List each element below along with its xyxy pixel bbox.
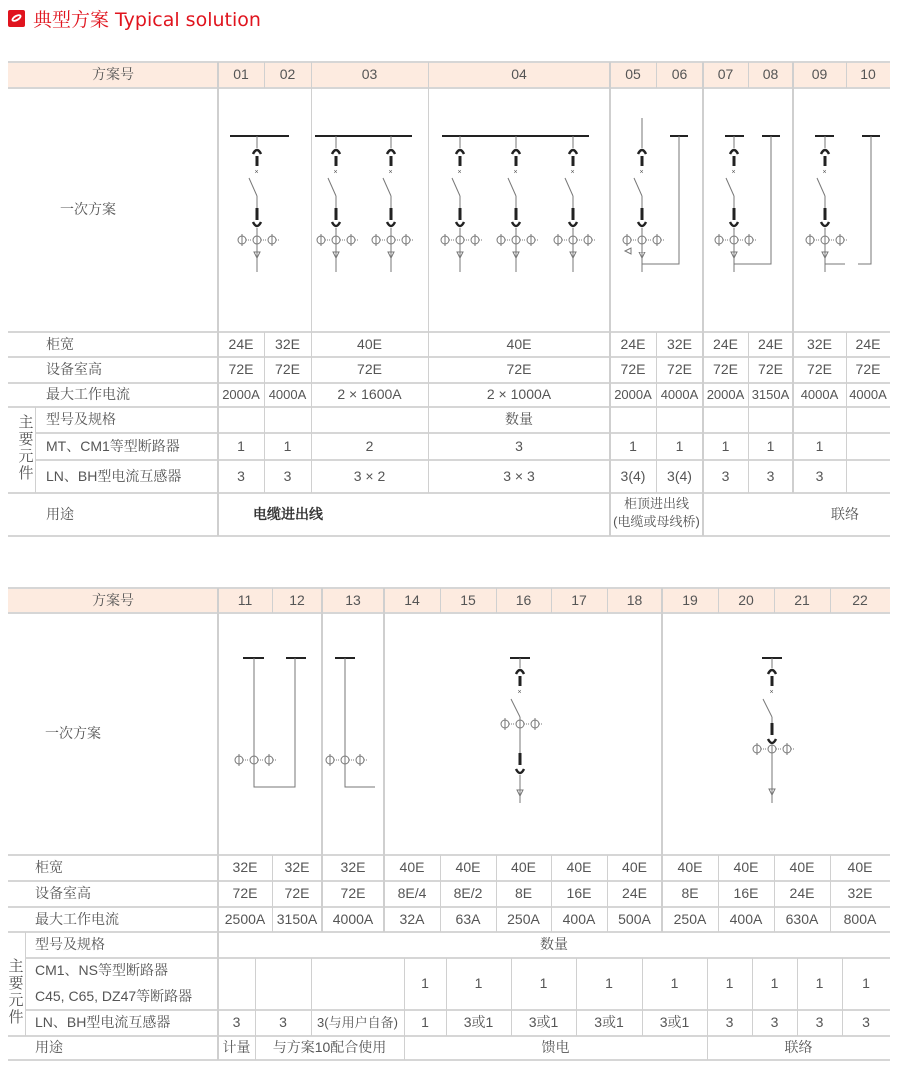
single-line-diagram-1 bbox=[0, 88, 900, 332]
cell: 24E bbox=[620, 335, 646, 352]
single-line-diagram-2 bbox=[0, 613, 900, 855]
cell: 72E bbox=[807, 361, 832, 378]
breaker-label-b: C45, C65, DZ47等断路器 bbox=[35, 988, 193, 1005]
scheme-header: 04 bbox=[511, 66, 527, 83]
main-components-label: 主要元件 bbox=[18, 414, 34, 482]
use-top-line2: (电缆或母线桥) bbox=[613, 513, 700, 529]
ct-label: LN、BH型电流互感器 bbox=[46, 467, 182, 484]
room-height-label: 设备室高 bbox=[46, 361, 102, 378]
scheme-header: 21 bbox=[794, 591, 810, 608]
max-current-label: 最大工作电流 bbox=[46, 386, 130, 403]
cell: 1 bbox=[421, 975, 429, 992]
cell: 1 bbox=[629, 437, 637, 454]
cell bbox=[846, 433, 890, 460]
cabinet-width-label: 柜宽 bbox=[46, 335, 74, 352]
cell: 4000A bbox=[660, 386, 699, 402]
cell: 3 bbox=[283, 467, 292, 484]
model-spec-label: 型号及规格 bbox=[35, 936, 105, 953]
cell: 2000A bbox=[614, 386, 652, 402]
cell: 24E bbox=[855, 335, 881, 352]
cell: 3 bbox=[515, 437, 523, 454]
scheme-header: 01 bbox=[233, 66, 249, 83]
cell: 16E bbox=[566, 885, 592, 902]
cell: 72E bbox=[506, 361, 532, 378]
cell: 40E bbox=[399, 859, 425, 876]
use-label: 用途 bbox=[46, 505, 74, 522]
use-tie: 联络 bbox=[784, 1039, 813, 1056]
cell: 72E bbox=[357, 361, 382, 378]
svg-text:×: × bbox=[517, 689, 522, 696]
scheme-header: 07 bbox=[717, 66, 734, 83]
cell: 72E bbox=[275, 361, 300, 378]
cell: 4000A bbox=[268, 386, 307, 402]
ct-label: LN、BH型电流互感器 bbox=[35, 1014, 171, 1031]
cell: 32E bbox=[847, 885, 873, 902]
use-label: 用途 bbox=[35, 1039, 63, 1056]
use-with-scheme10: 与方案10配合使用 bbox=[272, 1039, 387, 1056]
cell: 72E bbox=[232, 885, 258, 902]
cell: 1 bbox=[605, 975, 613, 992]
cell: 2000A bbox=[706, 386, 745, 402]
cell: 1 bbox=[237, 437, 245, 454]
primary-scheme-label: 一次方案 bbox=[45, 725, 101, 742]
use-tie: 联络 bbox=[831, 505, 859, 522]
cell: 1 bbox=[283, 437, 292, 454]
cell: 8E/2 bbox=[453, 885, 483, 902]
cell: 24E bbox=[758, 335, 783, 352]
cell: 32E bbox=[340, 859, 366, 876]
cell: 3 × 2 bbox=[353, 467, 386, 484]
cell: 1 bbox=[670, 975, 679, 992]
scheme-header: 08 bbox=[762, 66, 779, 83]
scheme-header: 11 bbox=[237, 591, 253, 608]
cell: 40E bbox=[677, 859, 703, 876]
cell: 1 bbox=[474, 975, 483, 992]
scheme-header: 14 bbox=[404, 591, 420, 608]
cell: 3 bbox=[815, 1014, 824, 1031]
svg-text:×: × bbox=[769, 689, 774, 696]
scheme-header: 18 bbox=[626, 591, 643, 608]
cell: 1 bbox=[675, 437, 684, 454]
cell: 40E bbox=[506, 335, 532, 352]
cell: 63A bbox=[455, 910, 481, 927]
scheme-header: 10 bbox=[860, 66, 876, 83]
scheme-header: 13 bbox=[345, 591, 361, 608]
cell: 1 bbox=[815, 975, 824, 992]
main-components-label: 主要元件 bbox=[8, 958, 24, 1026]
cell: 40E bbox=[455, 859, 481, 876]
cell: 32E bbox=[807, 335, 832, 352]
cell: 24E bbox=[713, 335, 738, 352]
cell: 32E bbox=[667, 335, 692, 352]
brand-logo-icon bbox=[8, 10, 25, 27]
cell: 3或1 bbox=[528, 1014, 559, 1031]
cell: 40E bbox=[566, 859, 592, 876]
cell: 500A bbox=[618, 910, 651, 927]
cell: 72E bbox=[713, 361, 738, 378]
cell: 40E bbox=[847, 859, 873, 876]
scheme-header: 09 bbox=[811, 66, 828, 83]
cell: 3 bbox=[725, 1014, 734, 1031]
cell: 3或1 bbox=[594, 1014, 624, 1031]
cell: 3 × 3 bbox=[503, 467, 535, 484]
cell bbox=[218, 958, 255, 1010]
cell: 3 bbox=[766, 467, 775, 484]
cell: 400A bbox=[562, 910, 596, 927]
cell: 1 bbox=[766, 437, 775, 454]
cell: 800A bbox=[843, 910, 877, 927]
cell: 72E bbox=[667, 361, 692, 378]
cell: 1 bbox=[721, 437, 730, 454]
cell: 40E bbox=[622, 859, 647, 876]
cell bbox=[311, 958, 404, 1010]
cell: 2500A bbox=[224, 910, 266, 927]
cell: 72E bbox=[284, 885, 310, 902]
scheme-header: 16 bbox=[515, 591, 532, 608]
scheme-no-label: 方案号 bbox=[92, 591, 134, 608]
cell: 3(与用户自备) bbox=[317, 1014, 398, 1030]
cell: 1 bbox=[421, 1014, 429, 1031]
use-top-line1: 柜顶进出线 bbox=[623, 495, 689, 511]
cell: 24E bbox=[622, 885, 647, 902]
cell: 3150A bbox=[276, 910, 318, 927]
cell: 72E bbox=[855, 361, 881, 378]
cell: 2 × 1600A bbox=[337, 386, 402, 403]
cell: 1 bbox=[539, 975, 548, 992]
cell: 3 bbox=[232, 1014, 241, 1031]
cell: 3 bbox=[237, 467, 245, 484]
cell: 4000A bbox=[849, 386, 887, 402]
cell: 72E bbox=[228, 361, 254, 378]
cell: 24E bbox=[789, 885, 815, 902]
cell: 40E bbox=[357, 335, 382, 352]
cell: 8E bbox=[514, 885, 533, 902]
cell: 8E/4 bbox=[397, 885, 427, 902]
quantity-label: 数量 bbox=[540, 936, 568, 953]
cell: 32E bbox=[275, 335, 300, 352]
cell: 3150A bbox=[751, 386, 790, 402]
scheme-header: 19 bbox=[682, 591, 698, 608]
scheme-header: 22 bbox=[852, 591, 868, 608]
use-metering: 计量 bbox=[222, 1039, 251, 1056]
use-cable: 电缆进出线 bbox=[253, 505, 323, 522]
title-text: 典型方案 Typical solution bbox=[33, 8, 261, 31]
cell: 3 bbox=[862, 1014, 870, 1031]
use-feeder: 馈电 bbox=[541, 1039, 570, 1056]
scheme-header: 06 bbox=[671, 66, 688, 83]
scheme-header: 02 bbox=[279, 66, 296, 83]
cell: 72E bbox=[340, 885, 366, 902]
cell: 32A bbox=[399, 910, 425, 927]
cell: 250A bbox=[507, 910, 540, 927]
cell: 400A bbox=[729, 910, 763, 927]
quantity-label: 数量 bbox=[505, 411, 533, 428]
max-current-label: 最大工作电流 bbox=[35, 910, 119, 927]
cell: 250A bbox=[673, 910, 707, 927]
cell: 3 bbox=[815, 467, 824, 484]
cell: 1 bbox=[862, 975, 870, 992]
scheme-header: 17 bbox=[571, 591, 587, 608]
cell: 32E bbox=[284, 859, 310, 876]
page-title bbox=[8, 6, 261, 30]
cabinet-width-label: 柜宽 bbox=[35, 859, 63, 876]
cell: 2 × 1000A bbox=[486, 386, 552, 403]
primary-scheme-label: 一次方案 bbox=[60, 201, 116, 218]
cell: 1 bbox=[725, 975, 734, 992]
scheme-header: 20 bbox=[738, 591, 754, 608]
cell: 72E bbox=[758, 361, 783, 378]
cell: 4000A bbox=[800, 386, 839, 402]
cell: 3(4) bbox=[620, 467, 646, 484]
scheme-header: 12 bbox=[289, 591, 305, 608]
cell: 3 bbox=[279, 1014, 287, 1031]
cell: 3 bbox=[721, 467, 730, 484]
cell: 1 bbox=[815, 437, 824, 454]
room-height-label: 设备室高 bbox=[35, 885, 91, 902]
cell: 40E bbox=[511, 859, 536, 876]
cell: 3或1 bbox=[463, 1014, 494, 1031]
cell: 630A bbox=[785, 910, 819, 927]
cell: 40E bbox=[733, 859, 759, 876]
cell bbox=[846, 460, 890, 493]
cell: 3 bbox=[770, 1014, 779, 1031]
scheme-header: 05 bbox=[625, 66, 641, 83]
cell: 40E bbox=[789, 859, 815, 876]
cell: 16E bbox=[733, 885, 759, 902]
cell: 4000A bbox=[332, 910, 374, 927]
cell: 2 bbox=[365, 437, 374, 454]
cell: 24E bbox=[228, 335, 254, 352]
cell: 3或1 bbox=[659, 1014, 690, 1031]
cell: 3(4) bbox=[667, 467, 692, 484]
model-spec-label: 型号及规格 bbox=[46, 411, 116, 428]
scheme-header: 15 bbox=[460, 591, 476, 608]
scheme-header: 03 bbox=[361, 66, 378, 83]
cell: 1 bbox=[770, 975, 779, 992]
scheme-no-label: 方案号 bbox=[92, 66, 134, 83]
breaker-label-a: CM1、NS等型断路器 bbox=[35, 962, 169, 979]
cell bbox=[255, 958, 311, 1010]
cell: 2000A bbox=[222, 386, 260, 402]
cell: 8E bbox=[681, 885, 699, 902]
cell: 72E bbox=[620, 361, 646, 378]
breaker-label: MT、CM1等型断路器 bbox=[46, 437, 180, 454]
cell: 32E bbox=[232, 859, 258, 876]
